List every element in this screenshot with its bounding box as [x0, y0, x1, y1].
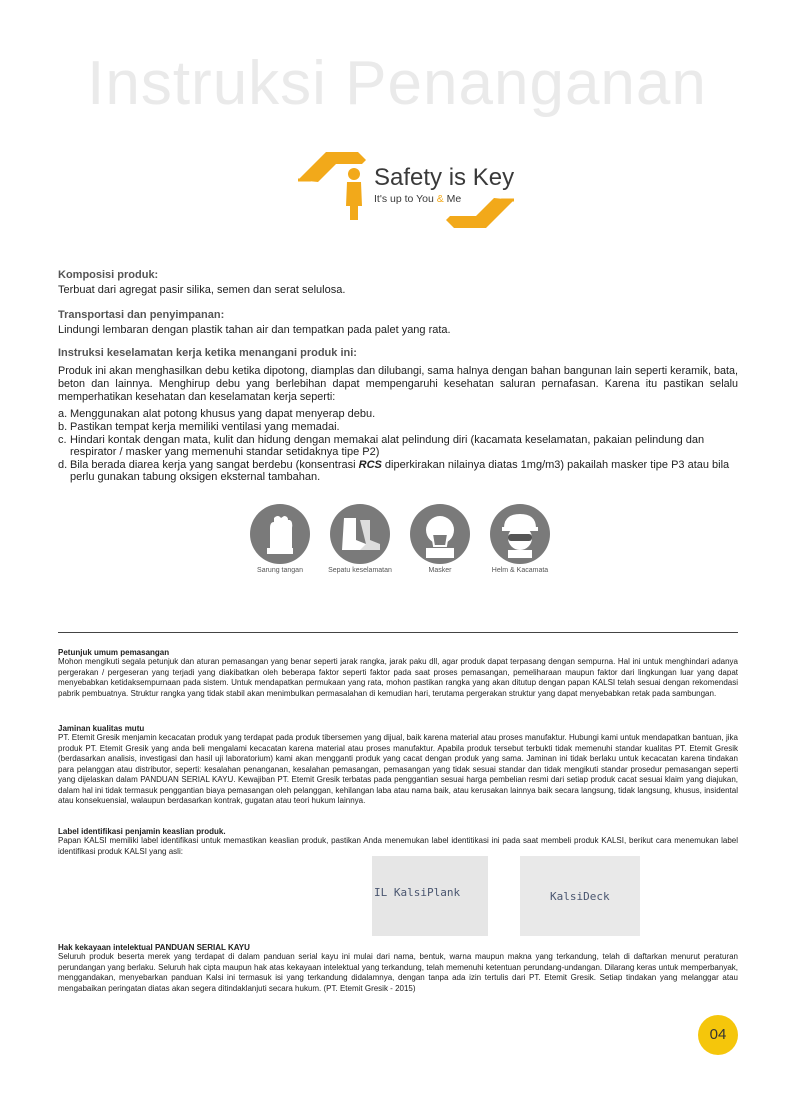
- transport-text: Lindungi lembaran dengan plastik tahan air dan tempatkan pada palet yang rata.: [58, 324, 451, 336]
- safety-section: [58, 347, 738, 483]
- ip-heading: Hak kekayaan intelektual PANDUAN SERIAL KAYU: [58, 943, 250, 952]
- helmet-goggles-icon: [490, 504, 550, 564]
- safety-item-b: b. Pastikan tempat kerja memiliki ventilasi yang memadai.: [58, 421, 340, 433]
- ip-text: Seluruh produk beserta merek yang terdapat di dalam panduan serial kayu ini mulai dari nama, bentuk, warna maupun makna yang terkandung, telah di daftarkan menurut peraturan perundangan yang berlaku. Seluruh hak cipta maupun hak atas kekayaan intelektual yang terkandung, telah memenuhi ketentuan perundang-undangan. Dilarang keras untuk memperbanyak, menggandakan, menyebarkan panduan Kalsi ini termasuk isi yang terkandung didalamnya, dengan tanpa ada izin tertulis dari PT. Etemit Gresik. Setiap tindakan yang melanggar atau mengabaikan peringatan diatas akan segera ditindaklanjuti secara hukum. (PT. Etemit Gresik - 2015): [58, 952, 738, 993]
- label-id-section: [58, 827, 738, 857]
- install-text: Mohon mengikuti segala petunjuk dan aturan pemasangan yang benar seperti jarak rangka, jarak paku dll, agar produk dapat terpasang dengan sempurna. Hal ini untuk menghindari adanya pergerakan / pergeseran yang terjadi yang diakibatkan oleh beberapa faktor seperti faktor pada saat proses pemasangan, pemeliharaan maupun faktor dari lingkungan luar yang dapat menyebabkan ketidaksempurnaan pada sistem. Untuk mendapatkan permukaan yang rata, mohon pastikan rangka yang akan ditutup dengan papan KALSI telah sesuai dengan rekomendasi pabrik pembuatnya. Struktur rangka yang tidak stabil akan menimbulkan permasalahan di kemudian hari, terutama pergerakan struktur yang dapat menyebabkan retak pada sambungan.: [58, 657, 738, 698]
- safety-intro: Produk ini akan menghasilkan debu ketika dipotong, diamplas dan dilubangi, sama halnya dengan bahan bangunan lain seperti keramik, bata, beton dan lainnya. Menghirup debu yang berlebihan dapat mempengaruhi kesehatan saluran pernafasan. Karena itu pastikan selalu memperhatikan kesehatan dan keselamatan kerja seperti:: [58, 365, 738, 403]
- ppe-icons: [245, 504, 555, 584]
- kalsideck-label-photo: KalsiDeck: [520, 856, 640, 936]
- install-section: [58, 648, 738, 699]
- label-id-text: Papan KALSI memiliki label identifikasi untuk memastikan keaslian produk, pastikan Anda menemukan label identitikasi ini pada saat membeli produk KALSI, berikut cara menemukan label identifikasi produk KALSI yang asli:: [58, 836, 738, 856]
- safety-item-c: c. Hindari kontak dengan mata, kulit dan hidung dengan memakai alat pelindung diri (kacamata keselamatan, pakaian pelindung dan respirator / masker yang memenuhi standar setidaknya tipe P2): [58, 434, 705, 458]
- safety-heading: Instruksi keselamatan kerja ketika menangani produk ini:: [58, 347, 357, 359]
- safety-item-d: d. Bila berada diarea kerja yang sangat berdebu (konsentrasi RCS diperkirakan nilainya diatas 1mg/m3) pakailah masker tipe P3 atau bila perlu gunakan tabung oksigen eksternal tambahan.: [58, 459, 730, 483]
- label-id-heading: Label identifikasi penjamin keaslian produk.: [58, 827, 226, 836]
- warranty-heading: Jaminan kualitas mutu: [58, 724, 145, 733]
- ppe-label-gloves: Sarung tangan: [257, 567, 303, 574]
- composition-text: Terbuat dari agregat pasir silika, semen dan serat selulosa.: [58, 284, 346, 296]
- ppe-label-mask: Masker: [428, 567, 452, 574]
- logo-subtagline: It's up to You & Me: [374, 193, 462, 205]
- ppe-label-helmet: Helm & Kacamata: [491, 567, 549, 574]
- transport-section: [58, 309, 738, 337]
- person-icon: [346, 168, 362, 220]
- divider: [58, 632, 738, 633]
- boots-icon: [330, 504, 390, 564]
- install-heading: Petunjuk umum pemasangan: [58, 648, 170, 657]
- warranty-text: PT. Etemit Gresik menjamin kecacatan produk yang terdapat pada produk tibersemen yang dijual, baik karena material atau proses manufaktur. Hubungi kami untuk mendapatkan bantuan, jika produk PT. Etemit Gresik yang anda beli mengalami kecacatan karena material atau proses manufaktur. Apabila produk tersebut terbukti tidak memenuhi standar kualitas PT. Etemit Gresik (berdasarkan analisis, investigasi dan hasil uji laboratorium) kami akan mengganti produk yang cacat dengan produk yang sama. Jaminan ini tidak berlaku untuk kecacatan karena tindakan para pelanggan atau distributor, seperti: kesalahan penanganan, kesalahan pemasangan, pemasangan yang tidak sesuai standar dan tidak mengikuti standar prosedur pemasangan seperti yang dijelaskan dalam PANDUAN SERIAL KAYU. Kewajiban PT. Etemit Gresik terbatas pada penggantian sesuai harga pembelian resmi dari setiap produk cacat sesuai klaim yang diajukan, dalam hal ini tidak termasuk penggantian biaya pemasangan oleh pelanggan, kehilangan laba atau nama baik, atau kerusakan lainnya baik secara langsung, tidak langsung, khusus, insidental atau konsekuensial, walaupun berdasarkan kontrak, gugatan atau teori hukum lainnya.: [58, 733, 738, 805]
- gloves-icon: [250, 504, 310, 564]
- ip-section: [58, 943, 738, 994]
- safety-item-a: a. Menggunakan alat potong khusus yang dapat menyerap debu.: [58, 408, 376, 420]
- page-number: 04: [698, 1015, 738, 1055]
- logo-tagline: Safety is Key: [374, 164, 515, 191]
- mask-icon: [410, 504, 470, 564]
- ppe-label-boots: Sepatu keselamatan: [328, 567, 392, 574]
- warranty-section: [58, 724, 738, 807]
- transport-heading: Transportasi dan penyimpanan:: [58, 309, 225, 321]
- composition-heading: Komposisi produk:: [58, 269, 159, 281]
- kalsiplank-label-photo: IL KalsiPlank: [372, 856, 488, 936]
- composition-section: [58, 269, 738, 297]
- page-title: Instruksi Penanganan: [87, 49, 707, 118]
